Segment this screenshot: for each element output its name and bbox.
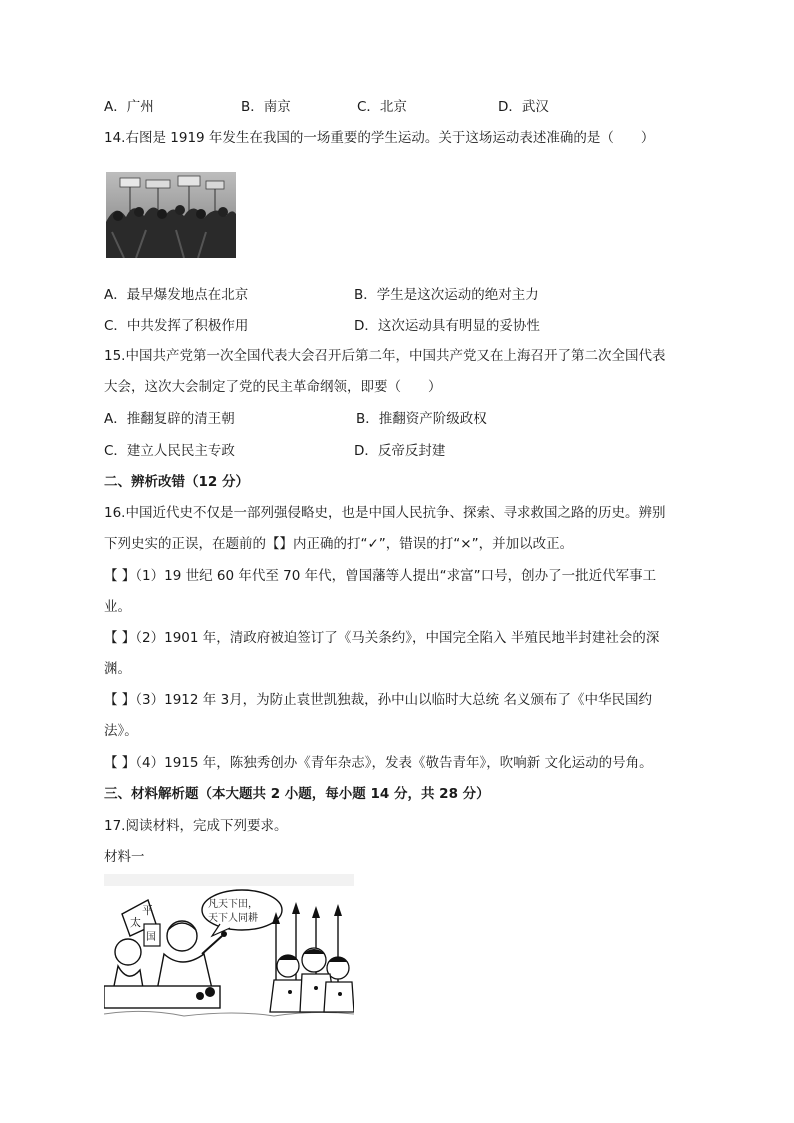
q16-item3-line2: 法》。 — [104, 723, 138, 739]
q14-option-c: C．中共发挥了积极作用 — [104, 318, 249, 334]
speech-line1: 凡天下田， — [208, 899, 258, 910]
q13-option-b: B．南京 — [241, 99, 291, 115]
q15-option-a: A．推翻复辟的清王朝 — [104, 411, 235, 427]
q14-stem: 14.右图是 1919 年发生在我国的一场重要的学生运动。关于这场运动表述准确的是（ ） — [104, 130, 655, 146]
material1-label: 材料一 — [104, 849, 145, 865]
q13-option-c: C．北京 — [357, 99, 407, 115]
q16-item3-line1: 【 】（3）1912 年 3月，为防止袁世凯独裁，孙中山以临时大总统 名义颁布了《中华民国约 — [104, 692, 652, 708]
section3-title: 三、材料解析题（本大题共 2 小题，每小题 14 分，共 28 分） — [104, 786, 490, 802]
q15-option-c: C．建立人民民主专政 — [104, 443, 235, 459]
speech-line2: 天下人同耕 — [208, 913, 258, 924]
q14-option-a: A．最早爆发地点在北京 — [104, 287, 249, 303]
flag-char-1: 太 — [130, 916, 141, 929]
section2-title: 二、辨析改错（12 分） — [104, 474, 249, 490]
q16-item2-line2: 渊。 — [104, 661, 131, 677]
q15-stem-line1: 15.中国共产党第一次全国代表大会召开后第二年，中国共产党又在上海召开了第二次全国代表 — [104, 348, 666, 364]
q15-option-b: B．推翻资产阶级政权 — [356, 411, 487, 427]
q14-option-b: B．学生是这次运动的绝对主力 — [354, 287, 539, 303]
q13-option-d: D．武汉 — [498, 99, 549, 115]
q16-intro-line1: 16.中国近代史不仅是一部列强侵略史，也是中国人民抗争、探索、寻求救国之路的历史。辨别 — [104, 505, 666, 521]
flag-char-2: 平 — [142, 904, 153, 917]
flag-char-3: 国 — [146, 932, 156, 943]
q14-option-d: D．这次运动具有明显的妥协性 — [354, 318, 540, 334]
q16-item2-line1: 【 】（2）1901 年，清政府被迫签订了《马关条约》，中国完全陷入 半殖民地半封建社会的深 — [104, 630, 660, 646]
taiping-cartoon — [104, 874, 354, 1026]
q16-item1-line1: 【 】（1）19 世纪 60 年代至 70 年代，曾国藩等人提出“求富”口号，创办了一批近代军事工 — [104, 568, 657, 584]
cartoon-illustration-icon — [104, 874, 354, 1026]
photo-caption-faded — [108, 256, 136, 273]
q15-option-d: D．反帝反封建 — [354, 443, 446, 459]
q17-stem: 17.阅读材料，完成下列要求。 — [104, 818, 288, 834]
q16-intro-line2: 下列史实的正误，在题前的【】内正确的打“✓”，错误的打“×”，并加以改正。 — [104, 536, 574, 552]
q13-option-a: A．广州 — [104, 99, 154, 115]
q15-stem-line2: 大会，这次大会制定了党的民主革命纲领，即要（ ） — [104, 379, 442, 395]
q16-item1-line2: 业。 — [104, 599, 131, 615]
q16-item4-line1: 【 】（4）1915 年，陈独秀创办《青年杂志》，发表《敬告青年》，吹响新 文化运动的号角。 — [104, 755, 653, 771]
